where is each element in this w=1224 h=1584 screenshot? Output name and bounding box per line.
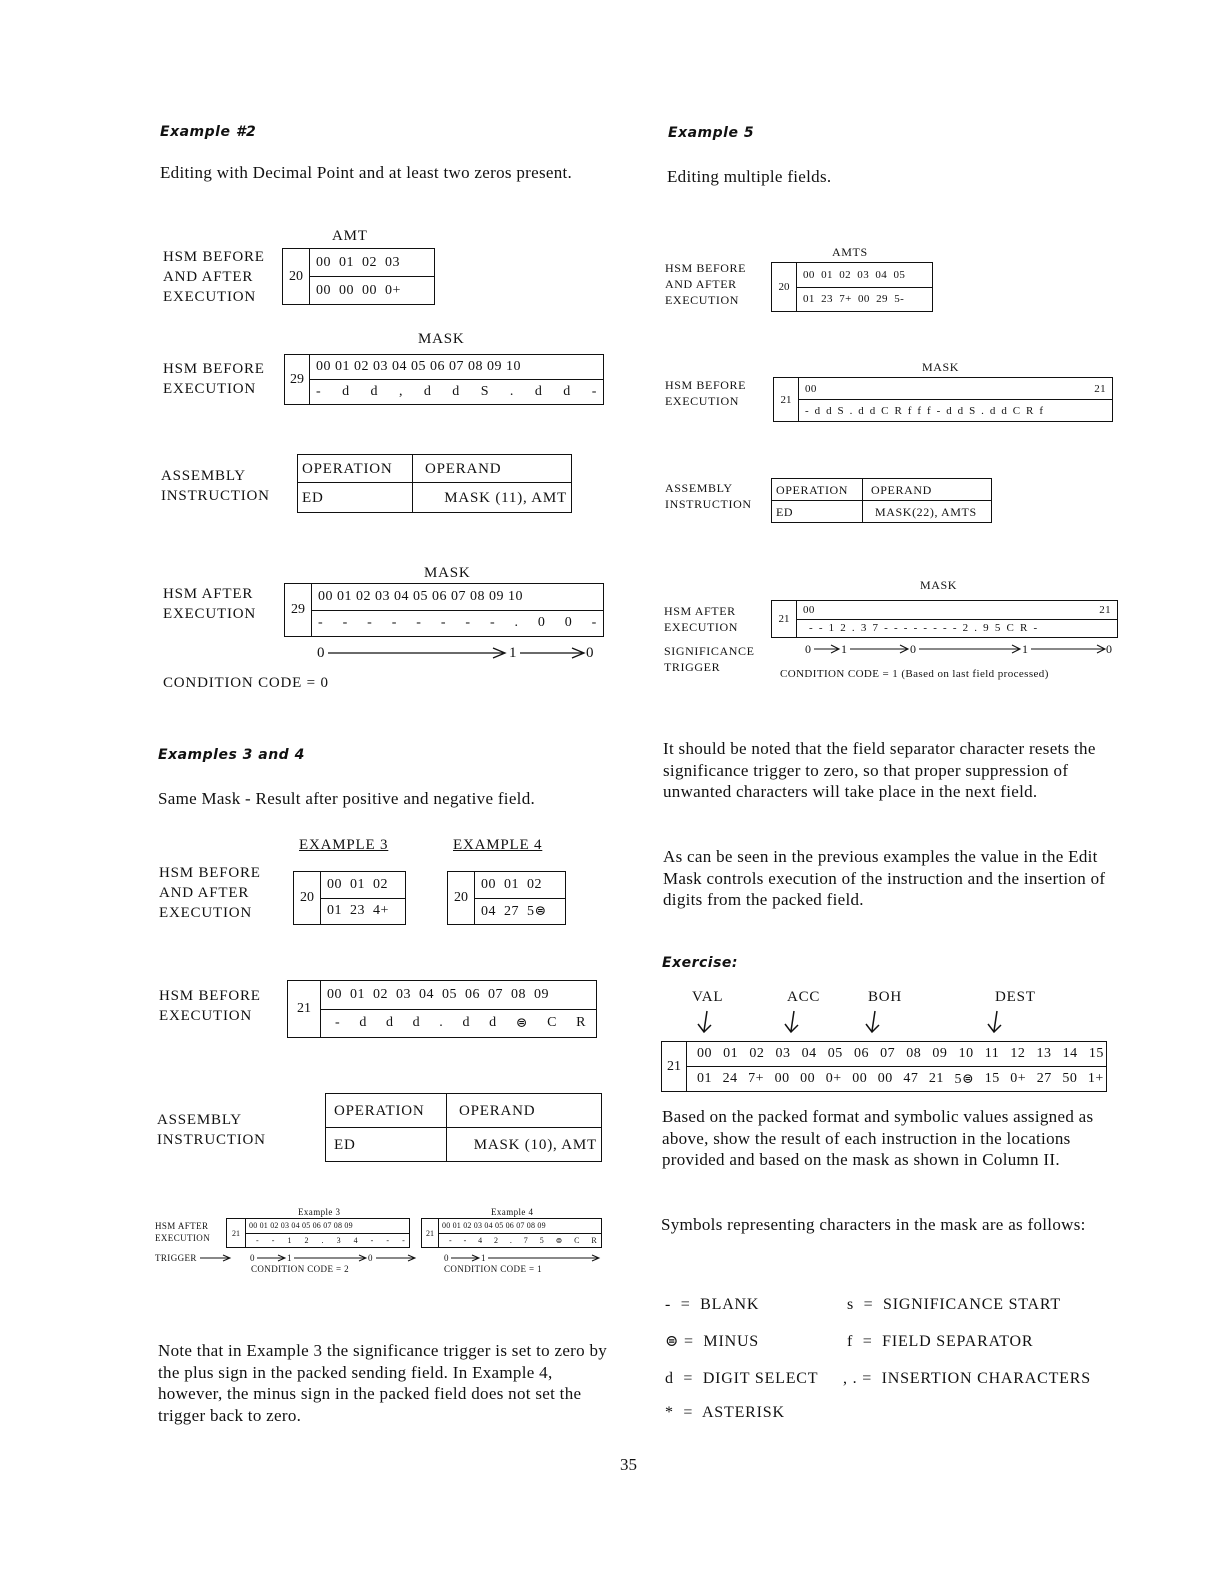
ex2-asm-label: ASSEMBLY INSTRUCTION — [161, 468, 270, 504]
ex34-hsm1-label: HSM BEFORE AND AFTER EXECUTION — [159, 865, 261, 921]
ex5-trigger-2: 0 — [910, 642, 917, 656]
symbol-asterisk: * = ASTERISK — [665, 1404, 785, 1421]
ex34-description: Same Mask - Result after positive and negative field. — [158, 789, 536, 808]
ex5-trigger-4: 0 — [1106, 642, 1113, 656]
ex2-trigger-2: 0 — [586, 645, 595, 661]
register-address: 21 — [662, 1042, 687, 1091]
trig3-2: 0 — [368, 1253, 373, 1263]
ex34-hsm-ex3-register — [293, 871, 406, 925]
register-row: 00 01 02 03 04 05 06 07 08 09 — [327, 986, 549, 1002]
trig4-1: 1 — [481, 1253, 486, 1263]
trig3-0: 0 — [250, 1253, 255, 1263]
ex5-mask-label-2: MASK — [920, 578, 958, 592]
register-row: 00 00 00 0+ — [310, 276, 434, 304]
trig4-0: 0 — [444, 1253, 449, 1263]
ex34-example4-label: EXAMPLE 4 — [453, 837, 543, 853]
exercise-down-arrows — [0, 0, 1, 1]
ex2-hsm3-register — [284, 583, 604, 637]
register-row: 00 01 02 03 04 05 06 07 08 09 — [442, 1221, 546, 1231]
ex5-trigger-0: 0 — [805, 642, 812, 656]
register-address: 20 — [772, 263, 797, 311]
register-row: 00 01 02 03 04 05 06 07 08 09 10 — [318, 588, 523, 604]
ex2-description: Editing with Decimal Point and at least two zeros present. — [160, 163, 573, 182]
ex5-hsm1-register — [771, 262, 933, 312]
register-row: 01 23 4+ — [321, 898, 405, 925]
ex34-hsm-ex4-register — [447, 871, 566, 925]
ex5-condition-code: CONDITION CODE = 1 (Based on last field processed) — [780, 668, 1049, 680]
register-address: 21 — [772, 601, 797, 637]
register-address: 21 — [227, 1219, 246, 1247]
ex5-heading: Example 5 — [668, 125, 755, 141]
register-address: 21 — [774, 378, 799, 421]
result-chars: - - - - - - - - . 0 0 - — [318, 615, 597, 631]
ex2-hsm3-label: HSM AFTER EXECUTION — [163, 586, 257, 622]
mask-chars: - d d , d d S . d d - — [316, 384, 597, 399]
register-address: 20 — [294, 872, 321, 924]
register-address: 21 — [288, 981, 321, 1037]
exercise-label-acc: ACC — [787, 989, 821, 1005]
right-para-1: It should be noted that the field separator character resets the significance trigger to zero, so that proper suppression of unwanted characters will take place in the next field. — [663, 739, 1096, 801]
register-address: 20 — [283, 249, 310, 304]
ex2-trigger-0: 0 — [317, 645, 326, 661]
ex2-hsm1-label: HSM BEFORE AND AFTER EXECUTION — [163, 249, 265, 305]
cond3: CONDITION CODE = 2 — [251, 1264, 350, 1274]
mask-chars: - d d d . d d ⊜ C R — [335, 1014, 586, 1031]
register-row: 00 01 02 03 04 05 06 07 08 09 — [249, 1221, 353, 1231]
ex5-asm-table: OPERATION OPERAND ED MASK(22), AMTS — [771, 478, 992, 523]
register-address: 29 — [285, 584, 312, 636]
ex5-description: Editing multiple fields. — [667, 167, 832, 186]
ex34-hsm2-register — [287, 980, 597, 1038]
ex2-condition-code: CONDITION CODE = 0 — [163, 675, 329, 691]
register-row: 00 01 02 03 — [316, 254, 400, 270]
ex5-asm-label: ASSEMBLY INSTRUCTION — [665, 481, 752, 511]
symbol-field-separator: f = FIELD SEPARATOR — [847, 1333, 1034, 1350]
ex34-after-label: HSM AFTER EXECUTION — [155, 1221, 211, 1243]
cond4: CONDITION CODE = 1 — [444, 1264, 543, 1274]
ex5-amts-label: AMTS — [832, 245, 868, 259]
register-row: 00 01 02 03 04 05 06 07 08 09 10 — [316, 359, 521, 374]
register-row: 04 27 5⊜ — [475, 898, 565, 925]
trig3-1: 1 — [287, 1253, 292, 1263]
page-number: 35 — [620, 1455, 637, 1474]
ex5-trigger-3: 1 — [1022, 642, 1029, 656]
ex2-amt-label: AMT — [332, 228, 368, 244]
small-ex4-title: Example 4 — [491, 1207, 534, 1217]
exercise-register: 21 00 01 02 03 04 05 06 07 08 09 10 11 12 13 14 15 01 24 7+ 00 00 0+ 00 00 47 21 5⊜ 15 0+ 27 50 1+ — [661, 1041, 1107, 1092]
register-row: 00 01 02 — [327, 876, 388, 892]
register-address: 21 — [422, 1219, 439, 1247]
exercise-label-boh: BOH — [868, 989, 903, 1005]
exercise-heading: Exercise: — [662, 955, 739, 971]
ex5-mask-label: MASK — [922, 360, 960, 374]
small-ex3-register: 21 00 01 02 03 04 05 06 07 08 09 - - 1 2 . 3 4 - - - — [226, 1218, 410, 1248]
ex34-asm-table: OPERATION OPERAND ED MASK (10), AMT — [325, 1093, 602, 1162]
register-row: 00 01 02 — [481, 876, 542, 892]
register-row: - d d S . d d C R f f f - d d S . d d C R f — [799, 399, 1112, 421]
register-row: - - 1 2 . 3 7 - - - - - - - - 2 . 9 5 C R - — [797, 619, 1117, 638]
symbol-minus: ⊜ = MINUS — [665, 1333, 759, 1350]
ex2-trigger-1: 1 — [509, 645, 518, 661]
ex5-hsm3-label: HSM AFTER EXECUTION — [664, 604, 739, 634]
ex34-heading: Examples 3 and 4 — [158, 747, 305, 763]
ex2-mask-label-2: MASK — [424, 565, 471, 581]
ex2-asm-table: OPERATION OPERAND ED MASK (11), AMT — [297, 454, 572, 513]
ex5-hsm2-label: HSM BEFORE EXECUTION — [665, 378, 747, 408]
ex34-hsm2-label: HSM BEFORE EXECUTION — [159, 988, 261, 1024]
ex34-trigger-label: TRIGGER — [155, 1253, 197, 1263]
symbols-intro: Symbols representing characters in the mask are as follows: — [661, 1215, 1086, 1234]
symbol-blank: - = BLANK — [665, 1296, 760, 1313]
register-address: 29 — [285, 355, 310, 404]
ex5-hsm1-label: HSM BEFORE AND AFTER EXECUTION — [665, 261, 747, 307]
exercise-para: Based on the packed format and symbolic values assigned as above, show the result of each instruction in the locations provided and based on the mask as shown in Column II. — [662, 1107, 1094, 1169]
small-ex4-register: 21 00 01 02 03 04 05 06 07 08 09 - - 4 2 . 7 5 ⊜ C R — [421, 1218, 602, 1248]
small-ex3-title: Example 3 — [298, 1207, 341, 1217]
ex34-note: Note that in Example 3 the significance trigger is set to zero by the plus sign in the packed sending field. In Example 4, however, the minus sign in the packed field does not set the trigger back to zero. — [158, 1341, 608, 1425]
ex2-heading: Example #2 — [160, 124, 257, 140]
right-para-2: As can be seen in the previous examples the value in the Edit Mask controls execution of the instruction and the insertion of digits from the packed field. — [663, 847, 1106, 909]
register-row: 01 23 7+ 00 29 5- — [797, 287, 932, 312]
ex2-hsm1-register — [282, 248, 435, 305]
register-row: 00 01 02 03 04 05 — [803, 268, 906, 281]
ex34-asm-label: ASSEMBLY INSTRUCTION — [157, 1112, 266, 1148]
ex2-hsm2-register — [284, 354, 604, 405]
ex34-example3-label: EXAMPLE 3 — [299, 837, 389, 853]
symbol-significance-start: s = SIGNIFICANCE START — [847, 1296, 1061, 1313]
register-address: 20 — [448, 872, 475, 924]
exercise-label-dest: DEST — [995, 989, 1036, 1005]
ex5-hsm3-register: 21 00 21 - - 1 2 . 3 7 - - - - - - - - 2 . 9 5 C R - — [771, 600, 1118, 638]
ex5-trigger-1: 1 — [841, 642, 848, 656]
ex5-significance-label: SIGNIFICANCE TRIGGER — [664, 644, 755, 674]
ex5-hsm2-register: 21 00 21 - d d S . d d C R f f f - d d S . d d C R f — [773, 377, 1113, 422]
symbol-insertion-characters: , . = INSERTION CHARACTERS — [843, 1370, 1091, 1387]
ex2-hsm2-label: HSM BEFORE EXECUTION — [163, 361, 265, 397]
ex2-mask-label: MASK — [418, 331, 465, 347]
symbol-digit-select: d = DIGIT SELECT — [665, 1370, 819, 1387]
exercise-label-val: VAL — [692, 989, 724, 1005]
